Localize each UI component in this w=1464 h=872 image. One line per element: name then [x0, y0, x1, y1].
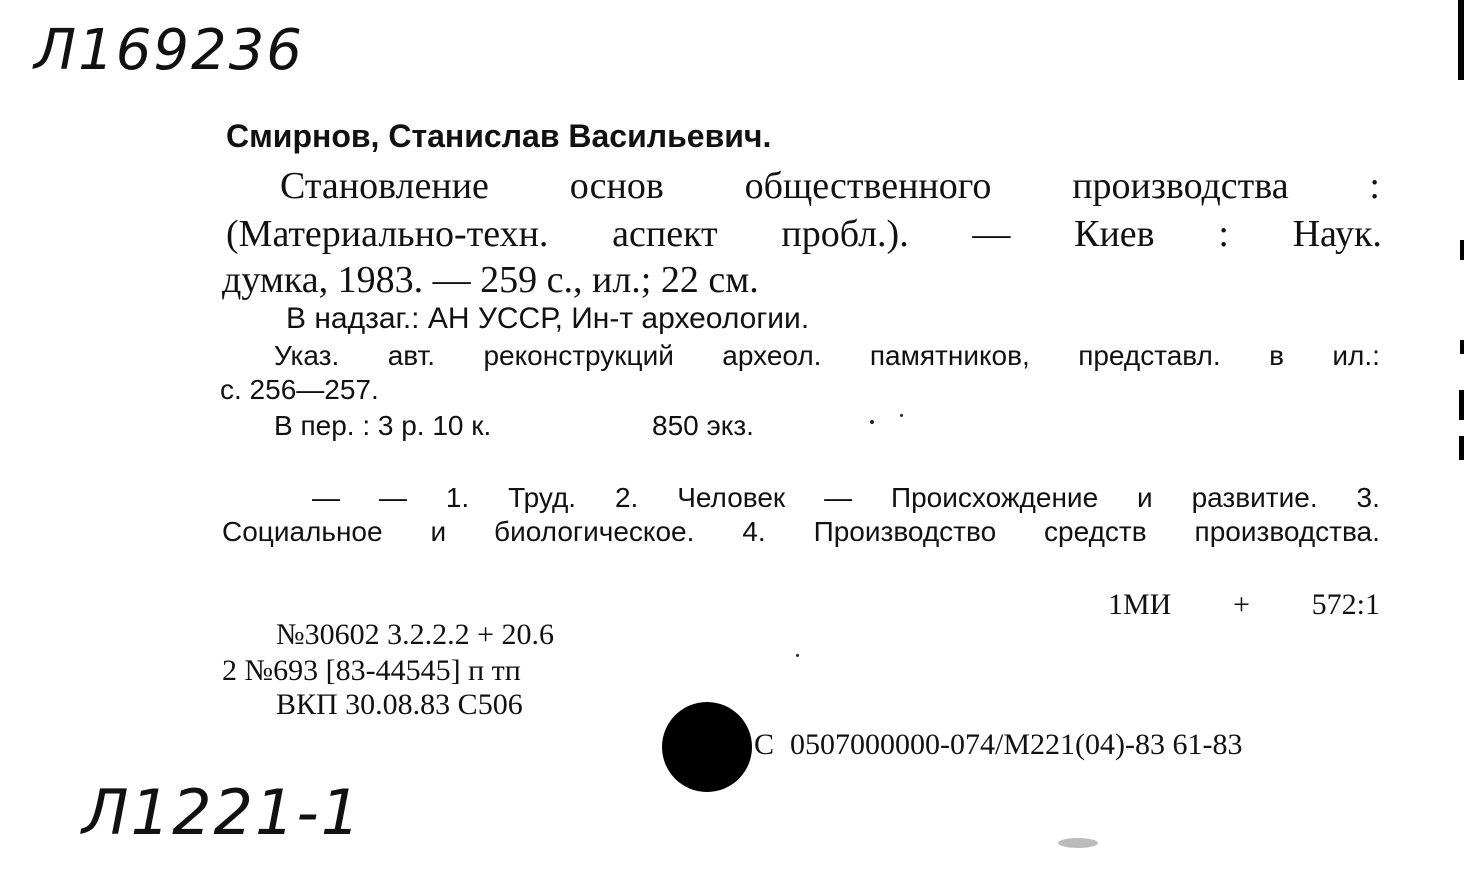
- subject-word: 2.: [614, 482, 639, 513]
- scan-edge-mark: [1459, 436, 1464, 460]
- subjects-line-1: [312, 482, 1380, 514]
- copies: 850 экз.: [652, 410, 754, 441]
- note-word: авт.: [387, 340, 436, 371]
- speck: [870, 420, 874, 424]
- title-word: производства: [1072, 165, 1289, 207]
- title-word: пробл.).: [781, 213, 909, 255]
- note-word: ил.:: [1332, 340, 1380, 371]
- classification-part: 572:1: [1311, 588, 1380, 621]
- classification: [1108, 588, 1380, 622]
- subject-word: —: [824, 482, 853, 513]
- note-word: Указ.: [274, 340, 340, 371]
- title-word: (Материально-техн.: [226, 213, 549, 255]
- subject-word: Труд.: [508, 482, 577, 513]
- note-index-line-1: [274, 340, 1380, 372]
- scan-edge-mark: [1460, 240, 1464, 260]
- title-word: :: [1369, 165, 1380, 207]
- title-word: основ: [569, 165, 664, 207]
- title-word: Наук.: [1292, 213, 1382, 255]
- classification-part: 1МИ: [1108, 588, 1172, 621]
- footer-line-3: ВКП 30.08.83 С506: [276, 688, 523, 721]
- subject-word: развитие.: [1191, 482, 1318, 513]
- title-line-1: [280, 164, 1380, 208]
- subject-word: средств: [1044, 516, 1147, 547]
- note-word: археол.: [722, 340, 822, 371]
- title-word: —: [972, 213, 1011, 255]
- speck: [796, 654, 799, 657]
- scan-edge-mark: [1460, 340, 1464, 354]
- title-word: аспект: [612, 213, 718, 255]
- bibliographic-code: 0507000000-074/М221(04)-83 61-83: [790, 728, 1243, 761]
- subjects-line-2: [222, 516, 1380, 548]
- handwritten-call-number-bottom: Л1221-1: [82, 776, 363, 849]
- note-index-line-2: с. 256—257.: [220, 374, 379, 405]
- subject-word: 3.: [1356, 482, 1380, 513]
- note-header: В надзаг.: АН УССР, Ин-т археологии.: [286, 302, 810, 335]
- subject-word: —: [312, 482, 340, 513]
- price: В пер. : 3 р. 10 к.: [274, 410, 492, 441]
- note-word: представл.: [1078, 340, 1221, 371]
- footer-line-1: №30602 3.2.2.2 + 20.6: [276, 618, 555, 651]
- footer-line-2: 2 №693 [83-44545] п тп: [222, 654, 521, 687]
- subject-word: 4.: [742, 516, 766, 547]
- classification-part: +: [1233, 588, 1250, 621]
- note-word: в: [1269, 340, 1284, 371]
- subject-word: —: [378, 482, 407, 513]
- subject-word: и: [1137, 482, 1153, 513]
- handwritten-call-number-top: Л169236: [34, 18, 304, 83]
- title-word: Становление: [280, 165, 489, 207]
- subject-word: 1.: [445, 482, 470, 513]
- subject-word: биологическое.: [494, 516, 695, 547]
- subject-word: Происхождение: [890, 482, 1099, 513]
- scan-edge-mark: [1459, 390, 1464, 420]
- title-line-2: [226, 212, 1382, 256]
- subject-word: производства.: [1194, 516, 1380, 547]
- speck: [1058, 838, 1098, 848]
- title-word: Киев: [1074, 213, 1155, 255]
- code-prefix: С: [754, 728, 775, 761]
- subject-word: и: [430, 516, 447, 547]
- note-word: реконструкций: [483, 340, 674, 371]
- title-word: общественного: [744, 165, 992, 207]
- title-word: :: [1218, 213, 1229, 255]
- subject-word: Производство: [813, 516, 997, 547]
- author-heading: Смирнов, Станислав Васильевич.: [226, 118, 772, 154]
- scan-edge-mark: [1458, 0, 1464, 80]
- imprint-line: думка, 1983. — 259 с., ил.; 22 см.: [222, 259, 759, 301]
- punch-hole: [662, 702, 752, 792]
- note-word: памятников,: [869, 340, 1030, 371]
- speck: [900, 414, 903, 417]
- subject-word: Социальное: [222, 516, 383, 547]
- subject-word: Человек: [677, 482, 786, 513]
